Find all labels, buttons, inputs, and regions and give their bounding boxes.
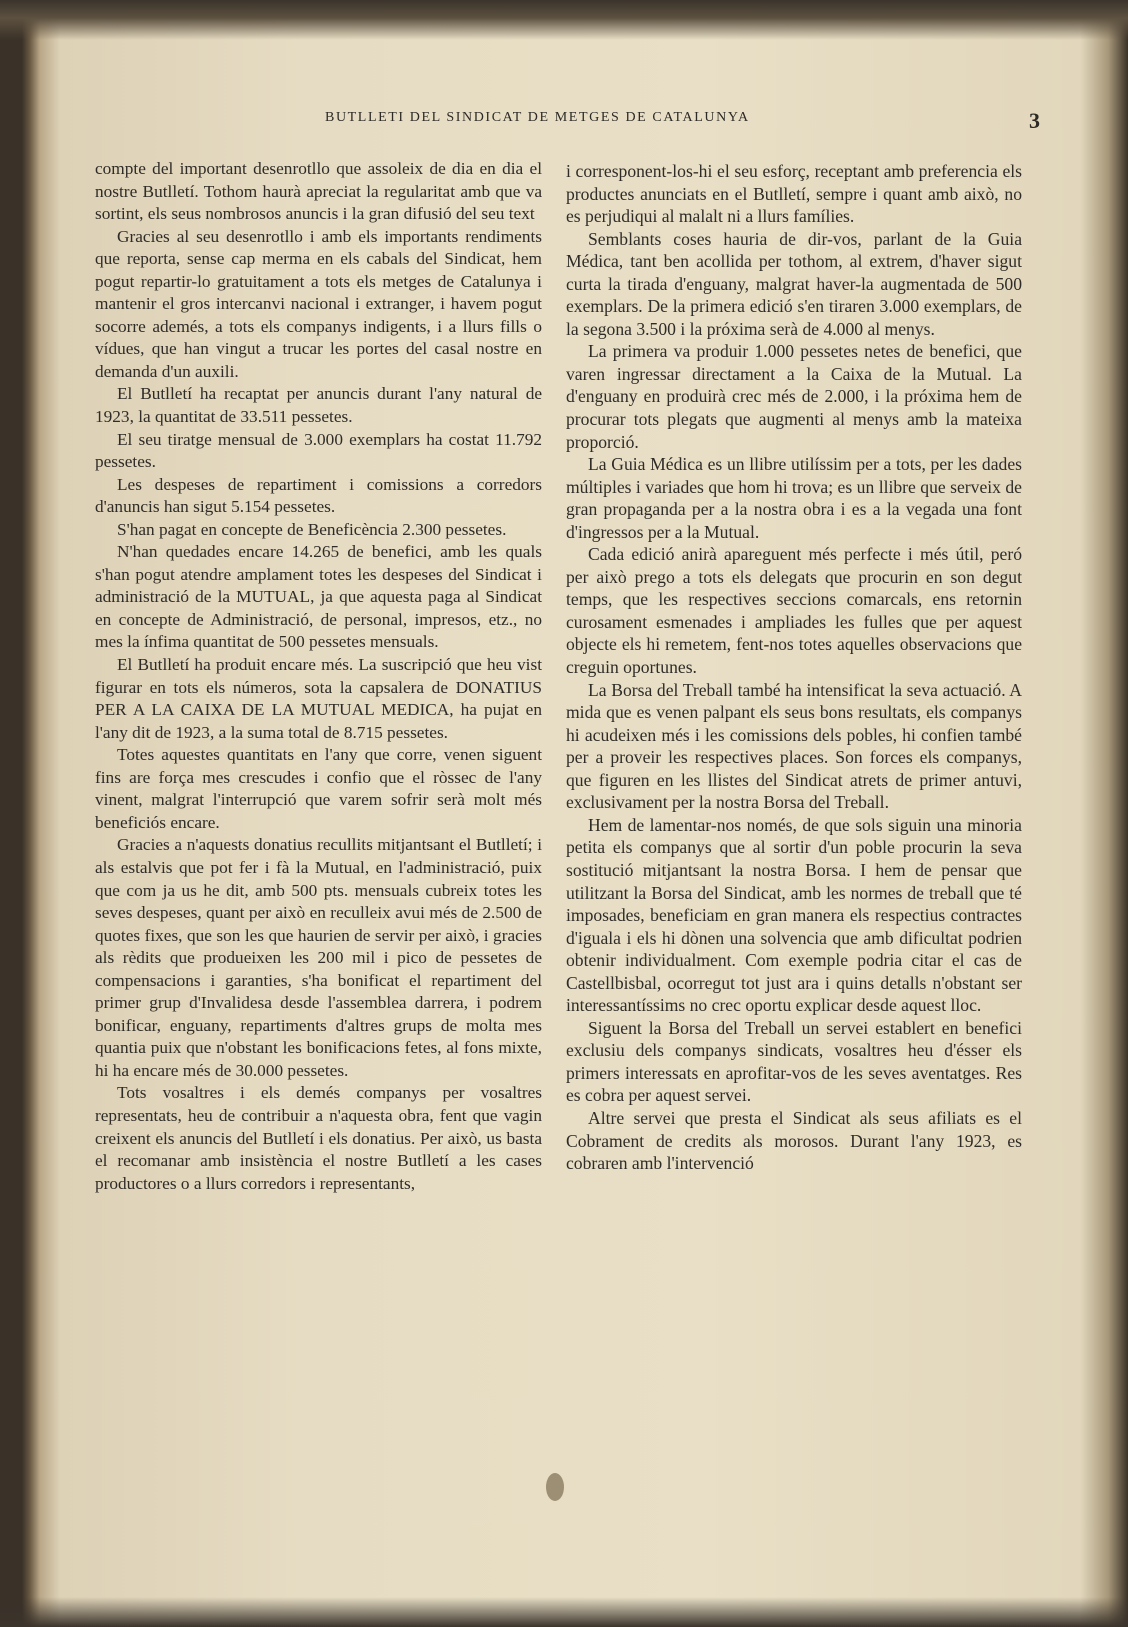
paragraph: Hem de lamentar-nos només, de que sols siguin una minoria petita els companys que al sortir d'un poble procurin la seva sostitució mitjantsant la nostra Borsa. I hem de pensar que utilitzant la Borsa del Sindicat, amb les normes de treball que té imposades, beneficiam en gran manera els respectius contractes d'iguala i els hi dònen una solvencia que amb dificultat podrien obtenir individualment. Com exemple podria citar el cas de Castellbisbal, ocorregut tot just ara i quins detalls n'obstant ser interessantíssims no crec oportu explicar desde aquest lloc. (566, 814, 1022, 1016)
paragraph: Les despeses de repartiment i comissions a corredors d'anuncis han sigut 5.154 pessetes. (95, 474, 542, 517)
paragraph: Gracies a n'aquests donatius recullits mitjantsant el Butlletí; i als estalvis que pot fer i fà la Mutual, en l'administració, puix que com ja us he dit, amb 500 pts. mensuals cubreix totes les seves despeses, quant per això en reculleix avui més de 2.500 de quotes fixes, que son les que haurien de servir per això, i gracies als rèdits que produeixen les 200 mil i pico de pessetes de compensacions i garanties, s'ha bonificat el repartiment del primer grup d'Invalidesa desde l'assemblea darrera, i podrem bonificar, enguany, repartiments d'altres grups de molta mes quantia puix que n'obstant les bonificacions fetes, al fons mixte, hi ha encare més de 30.000 pessetes. (95, 835, 542, 1080)
page-number: 3 (1029, 108, 1040, 133)
paper-stain (546, 1473, 564, 1501)
paragraph: N'han quedades encare 14.265 de benefici, amb les quals s'han pogut atendre amplament totes les despeses del Sindicat i administració de la MUTUAL, ja que aquesta paga al Sindicat en concepte de Administració, de personal, impresos, etz., no mes la ínfima quantitat de 500 pessetes mensuals. (95, 542, 542, 652)
paragraph: El Butlletí ha produit encare més. La suscripció que heu vist figurar en tots els números, sota la capsalera de DONATIUS PER A LA CAIXA DE LA MUTUAL MEDICA, ha pujat en l'any dit de 1923, a la suma total de 8.715 pessetes. (95, 655, 542, 742)
right-column (566, 160, 1022, 1175)
paragraph: El seu tiratge mensual de 3.000 exemplars ha costat 11.792 pessetes. (95, 429, 542, 472)
paragraph: Siguent la Borsa del Treball un servei establert en benefici exclusiu dels companys sindicats, vosaltres heu d'ésser els primers interessats en aprofitar-vos de les seves aventatges. Res es cobra per aquest servei. (566, 1017, 1022, 1106)
journal-title: BUTLLETI DEL SINDICAT DE METGES DE CATALUNYA (325, 110, 750, 125)
paragraph: Cada edició anirà apareguent més perfecte i més útil, peró per això prego a tots els delegats que procurin en son degut temps, que les respectives seccions comarcals, ens retornin curosament esmenades i ampliades les fulles que per aquest objecte els hi remetem, fent-nos totes aquelles observacions que creguin oportunes. (566, 544, 1022, 678)
paragraph: La Guia Médica es un llibre utilíssim per a tots, per les dades múltiples i variades que hom hi trova; es un llibre que serveix de gran propaganda per a la nostra obra i es a la vegada una font d'ingressos per a la Mutual. (566, 454, 1022, 542)
paragraph: Gracies al seu desenrotllo i amb els importants rendiments que reporta, sense cap merma en els cabals del Sindicat, hem pogut repartir-lo gratuitament a tots els metges de Catalunya i mantenir el gros intercanvi nacional i extranger, i havem pogut socorre ademés, a tots els companys indigents, i a llurs fills o vídues, que han vingut a trucar les portes del casal nostre en demanda d'un auxili. (95, 226, 542, 381)
paragraph: Altre servei que presta el Sindicat als seus afiliats es el Cobrament de credits als morosos. Durant l'any 1923, es cobraren amb l'intervenció (566, 1107, 1022, 1174)
paragraph: La Borsa del Treball també ha intensificat la seva actuació. A mida que es venen palpant els seus bons resultats, els companys hi acudeixen més i les comissions dels pobles, hi confien també per a proveir les respectives places. Son forces els companys, que figuren en les llistes del Sindicat atrets de primer antuvi, exclusivament per la nostra Borsa del Treball. (566, 679, 1022, 813)
paragraph: La primera va produir 1.000 pessetes netes de benefici, que varen ingressar directament a la Caixa de la Mutual. La d'enguany en produirà crec més de 2.000, i la próxima hem de procurar tots plegats que augmenti al menys amb la mateixa proporció. (566, 341, 1022, 452)
paragraph: Semblants coses hauria de dir-vos, parlant de la Guia Médica, tant ben acollida per tothom, al extrem, d'haver sigut curta la tirada d'enguany, malgrat haver-la augmentada de 500 exemplars. De la primera edició s'en tiraren 3.000 exemplars, de la segona 3.500 i la próxima serà de 4.000 al menys. (566, 228, 1022, 339)
paragraph: Tots vosaltres i els demés companys per vosaltres representats, heu de contribuir a n'aquesta obra, fent que vagin creixent els anuncis del Butlletí i els donatius. Per això, us basta el recomanar amb insistència el nostre Butlletí a les cases productores o a llurs corredors i representants, (95, 1083, 542, 1193)
paragraph: El Butlletí ha recaptat per anuncis durant l'any natural de 1923, la quantitat de 33.511 pessetes. (95, 384, 542, 427)
left-column (95, 158, 542, 1195)
running-header (120, 102, 1040, 142)
paragraph: S'han pagat en concepte de Beneficència 2.300 pessetes. (117, 519, 507, 539)
paragraph: i corresponent-los-hi el seu esforç, receptant amb preferencia els productes anunciats en el Butlletí, sempre i quant amb això, no es perjudiqui al malalt ni a llurs famílies. (566, 161, 1022, 227)
paragraph: compte del important desenrotllo que assoleix de dia en dia el nostre Butlletí. Tothom haurà apreciat la regularitat amb que va sortint, els seus nombrosos anuncis i la gran difusió del seu text (95, 159, 542, 224)
paragraph: Totes aquestes quantitats en l'any que corre, venen siguent fins are força mes crescudes i confio que el ròssec de l'any vinent, malgrat l'interrupció que varem sofrir serà molt més beneficiós encare. (95, 745, 542, 832)
